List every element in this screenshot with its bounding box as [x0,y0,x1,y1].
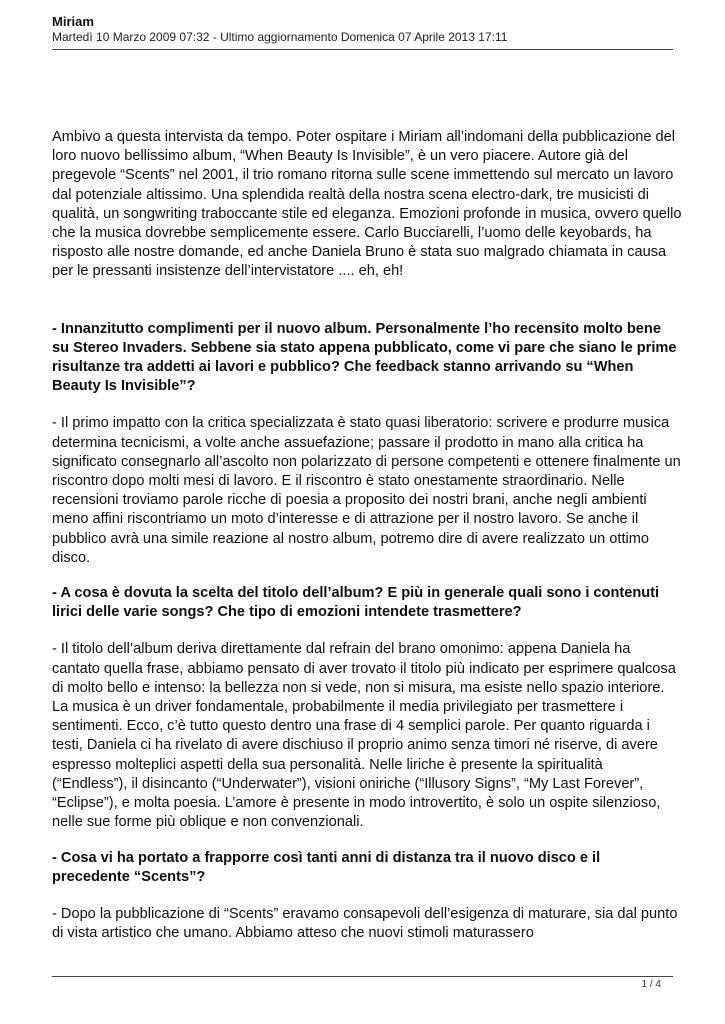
article-title: Miriam [52,14,94,29]
answer-3: - Dopo la pubblicazione di “Scents” eravamo consapevoli dell’esigenza di maturare, sia dal punto di vista artistico che umano. Abbiamo atteso che nuovi stimoli maturassero [52,905,678,942]
intro-paragraph: Ambivo a questa intervista da tempo. Poter ospitare i Miriam all’indomani della pubblicazione del loro nuovo bellissimo album, “When Beauty Is Invisible”, è un vero piacere. Autore già del pregevole “Scents” nel 2001, il trio romano ritorna sulle scene immettendo sul mercato un lavoro dal potenziale altissimo. Una splendida realtà della nostra scena electro-dark, tre musicisti di qualità, un songwriting traboccante stile ed eleganza. Emozioni profonde in musica, ovvero quello che la musica dovrebbe semplicemente essere. Carlo Bucciarelli, l’uomo delle keyobards, ha risposto alle nostre domande, ed anche Daniela Bruno è stata suo malgrado chiamata in causa per le pressanti insistenze dell’intervistatore .... eh, eh! [52,129,682,280]
footer-divider [52,976,673,977]
article-date-meta: Martedì 10 Marzo 2009 07:32 - Ultimo aggiornamento Domenica 07 Aprile 2013 17:11 [52,30,508,44]
answer-1: - Il primo impatto con la critica specializzata è stato quasi liberatorio: scrivere e produrre musica determina tecnicismi, a volte anche assuefazione; passare il prodotto in mano alla critica ha significato consegnarlo all’ascolto non polarizzato di persone competenti e ottenere finalmente un riscontro dopo molti mesi di lavoro. E il riscontro è stato onestamente straordinario. Nelle recensioni troviamo parole ricche di poesia a proposito dei nostri brani, anche negli ambienti meno affini riscontriamo un moto d’interesse e di attrazione per il nostro lavoro. Se anche il pubblico avrà una simile reazione al nostro album, potremo dire di avere realizzato un ottimo disco. [52,415,681,566]
question-1: - Innanzitutto complimenti per il nuovo album. Personalmente l’ho recensito molto bene su Stereo Invaders. Sebbene sia stato appena pubblicato, come vi pare che siano le prime risultanze tra addetti ai lavori e pubblico? Che feedback stanno arrivando su “When Beauty Is Invisible”? [52,320,677,395]
question-3: - Cosa vi ha portato a frapporre così tanti anni di distanza tra il nuovo disco e il precedente “Scents”? [52,849,601,885]
header-divider [52,49,673,50]
question-2: - A cosa è dovuta la scelta del titolo dell’album? E più in generale quali sono i contenuti lirici delle varie songs? Che tipo di emozioni intendete trasmettere? [52,585,660,621]
page-header [52,14,673,45]
page-number: 1 / 4 [641,979,661,990]
answer-2: - Il titolo dell’album deriva direttamente dal refrain del brano omonimo: appena Daniela ha cantato quella frase, abbiamo pensato di aver trovato il titolo più indicato per esprimere qualcosa di molto bello e intenso: la bellezza non si vede, non si misura, ma esiste nello spazio interiore. La musica è un driver fondamentale, probabilmente il media privilegiato per trasmettere i sentimenti. Ecco, c’è tutto questo dentro una frase di 4 semplici parole. Per quanto riguarda i testi, Daniela ci ha rivelato di avere dischiuso il proprio animo senza timori né riserve, di avere espresso molteplici aspetti della sua personalità. Nelle liriche è presente la spiritualità (“Endless”), il disincanto (“Underwater”), visioni oniriche (“Illusory Signs”, “My Last Forever”, “Eclipse”), e molta poesia. L’amore è presente in modo introvertito, è solo un ospite silenzioso, nelle sue forme più oblique e non convenzionali. [52,641,676,831]
article-body [52,128,682,943]
